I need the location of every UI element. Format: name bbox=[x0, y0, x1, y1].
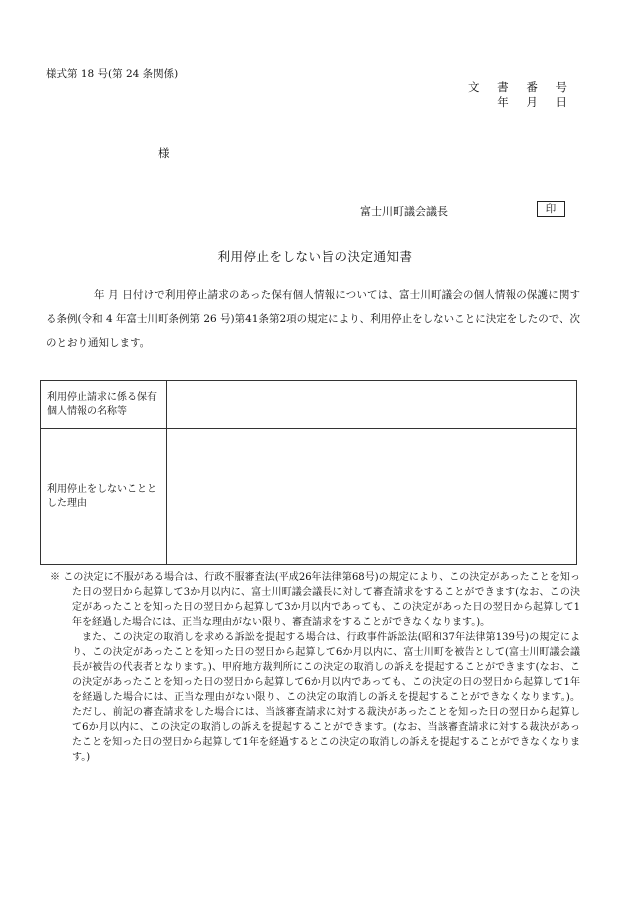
seal-mark: 印 bbox=[537, 201, 565, 217]
note-appeal: ※ この決定に不服がある場合は、行政不服審査法(平成26年法律第68号)の規定により、この決定があったことを知った日の翌日から起算して3か月以内に、富士川町議会議長に対して審査請求をすることができます(なお、この決定があったことを知った日の翌日から起算して3か月以内であっても、この決定があった日の翌日から起算して1年を経過した場合には、正当な理由がない限り、審査請求をすることができなくなります。)。 bbox=[50, 572, 580, 628]
table-row bbox=[41, 429, 577, 565]
notes bbox=[50, 570, 580, 765]
document-number-block bbox=[468, 80, 574, 110]
document-number-label: 文 書 番 号 bbox=[468, 80, 574, 94]
date-label: 年 月 日 bbox=[497, 95, 574, 109]
note-lawsuit: また、この決定の取消しを求める訴訟を提起する場合は、行政事件訴訟法(昭和37年法律第139号)の規定により、この決定があったことを知った日の翌日から起算して6か月以内に、富士川町を被告として(富士川町議会議長が被告の代表者となります。)、甲府地方裁判所にこの決定の取消しの訴えを提起することができます(なお、この決定があったことを知った日の翌日から起算して6か月以内であっても、この決定の日の翌日から起算して1年を経過した場合には、正当な理由がない限り、この決定の取消しの訴えを提起することができなくなります。)。ただし、前記の審査請求をした場合には、当該審査請求に対する裁決があったことを知った日の翌日から起算して6か月以内に、この決定の取消しの訴えを提起することができます。(なお、当該審査請求に対する裁決があったことを知った日の翌日から起算して1年を経過するとこの決定の取消しの訴えを提起することができなくなります。) bbox=[72, 632, 580, 763]
row2-value bbox=[167, 429, 577, 565]
issuer-name: 富士川町議会議長 bbox=[360, 205, 448, 218]
body-text: 年 月 日付けで利用停止請求のあった保有個人情報については、富士川町議会の個人情報の保護に関する条例(令和 4 年富士川町条例第 26 号)第41条第2項の規定により、利用停止をしないことに決定をしたので、次のとおり通知します。 bbox=[46, 289, 580, 349]
form-number: 様式第 18 号(第 24 条関係) bbox=[46, 68, 179, 80]
table-row bbox=[41, 381, 577, 429]
row1-label: 利用停止請求に係る保有個人情報の名称等 bbox=[41, 381, 167, 429]
document-title: 利用停止をしない旨の決定通知書 bbox=[217, 249, 413, 264]
info-table bbox=[40, 380, 577, 565]
addressee-suffix: 様 bbox=[158, 146, 170, 160]
row1-value bbox=[167, 381, 577, 429]
row2-label: 利用停止をしないこととした理由 bbox=[41, 429, 167, 565]
